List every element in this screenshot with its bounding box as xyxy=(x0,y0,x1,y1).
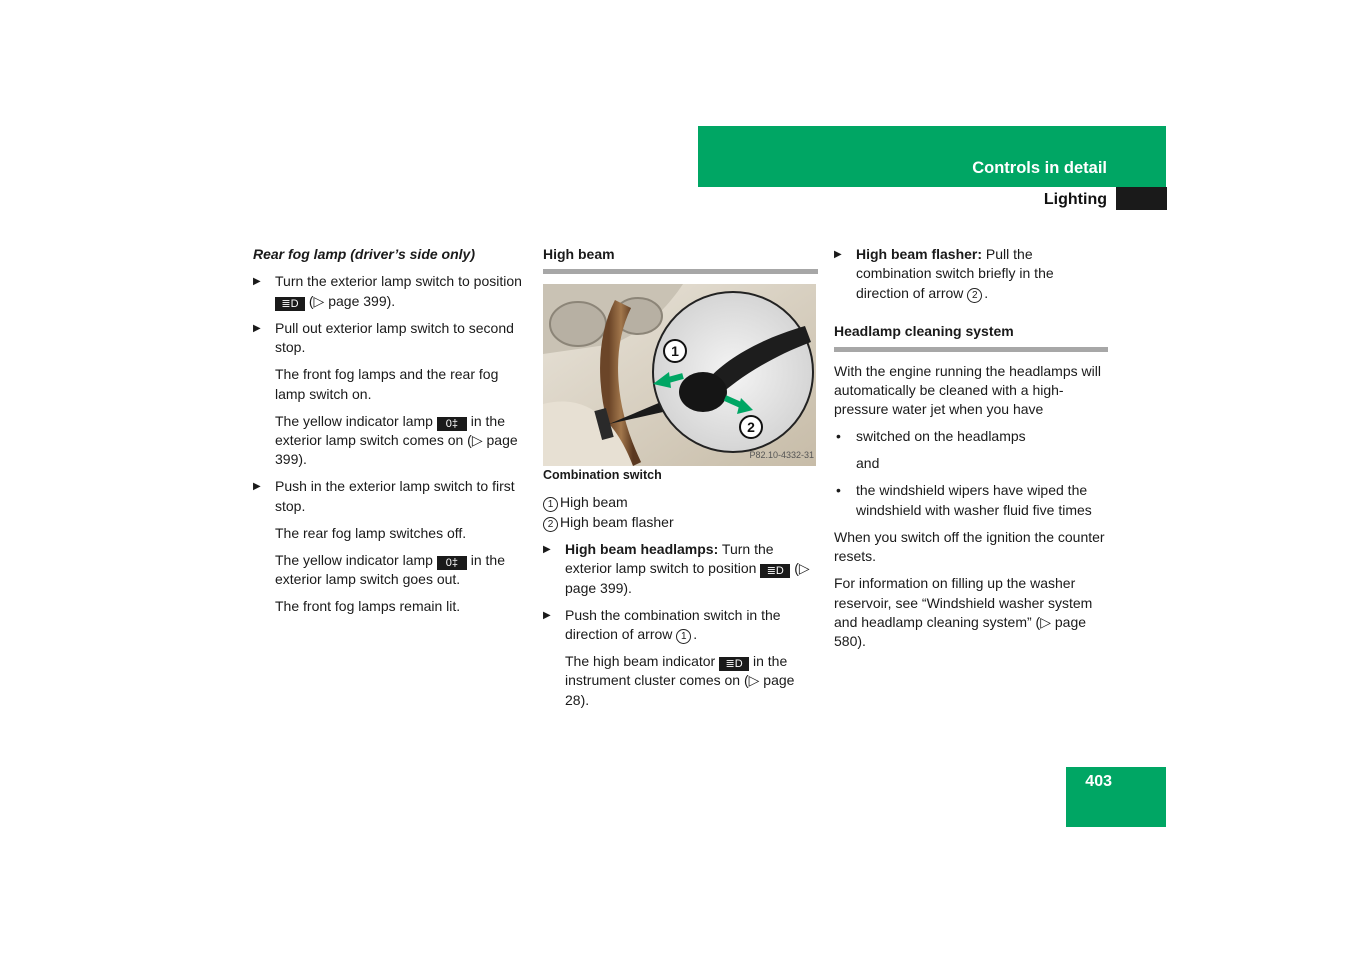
bullet-item: • switched on the headlamps xyxy=(834,427,1108,446)
body-text: With the engine running the headlamps will automatically be cleaned with a high-pressure water jet when you have xyxy=(834,362,1101,418)
legend-list xyxy=(543,493,818,532)
callout-number: 2 xyxy=(543,517,558,532)
bullet-item: • the windshield wipers have wiped the windshield with washer fluid five times xyxy=(834,481,1108,520)
result-text: The front fog lamps and the rear fog lamp switch on. xyxy=(275,366,499,402)
headlamp-cleaning-heading: Headlamp cleaning system xyxy=(834,322,1108,351)
body-text: For information on filling up the washer reservoir, see “Windshield washer system and headlamp cleaning system” (▷ page 580). xyxy=(834,575,1093,650)
callout-number: 2 xyxy=(967,288,982,303)
callout-number: 1 xyxy=(543,497,558,512)
instruction-step: ▶ Push in the exterior lamp switch to first stop. xyxy=(253,477,527,516)
combination-switch-photo xyxy=(543,284,816,466)
legend-item: High beam xyxy=(560,494,628,511)
conjunction-text: and xyxy=(856,455,880,472)
chapter-title: Controls in detail xyxy=(972,159,1107,177)
photo-caption: Combination switch xyxy=(543,468,662,483)
instruction-step: ▶ Pull out exterior lamp switch to second stop. xyxy=(253,319,527,358)
page-reference-link[interactable]: (▷ page 399). xyxy=(565,560,810,596)
combination-switch-illustration xyxy=(543,284,816,466)
rear-fog-lamp-heading: Rear fog lamp (driver’s side only) xyxy=(253,246,475,262)
result-text: The front fog lamps remain lit. xyxy=(275,598,461,615)
section-tab xyxy=(1116,187,1167,210)
rear-fog-lamp-icon: 0‡ xyxy=(437,417,467,431)
column-high-beam xyxy=(543,245,818,718)
result-text: The yellow indicator lamp 0‡ in the exterior lamp switch comes on (▷ page 399). xyxy=(275,412,518,468)
instruction-step: ▶ High beam flasher: Pull the combination switch briefly in the direction of arrow 2 . xyxy=(834,245,1108,303)
result-text: The yellow indicator lamp 0‡ in the exterior lamp switch goes out. xyxy=(275,551,505,588)
page-number: 403 xyxy=(1085,773,1112,790)
instruction-step: ▶ Push the combination switch in the direction of arrow 1 . xyxy=(543,606,818,645)
photo-callout-1: 1 xyxy=(671,343,679,360)
result-text: The high beam indicator ≣D in the instrument cluster comes on (▷ page 28). xyxy=(565,653,795,708)
rear-fog-lamp-icon: 0‡ xyxy=(437,556,467,570)
headlamp-symbol-icon: ≣D xyxy=(275,297,305,311)
instruction-step: ▶ Turn the exterior lamp switch to position ≣D (▷ page 399). xyxy=(253,272,527,311)
headlamp-symbol-icon: ≣D xyxy=(760,564,790,578)
body-text: When you switch off the ignition the counter resets. xyxy=(834,528,1105,565)
callout-number: 1 xyxy=(676,629,691,644)
column-headlamp-cleaning xyxy=(834,245,1108,659)
legend-item: High beam flasher xyxy=(560,513,674,530)
column-rear-fog-lamp xyxy=(253,245,527,624)
page-reference-link[interactable]: (▷ page 399). xyxy=(308,292,396,309)
section-title: Lighting xyxy=(1043,191,1107,208)
high-beam-heading: High beam xyxy=(543,245,818,274)
result-text: The rear fog lamp switches off. xyxy=(275,524,467,541)
high-beam-indicator-icon: ≣D xyxy=(719,657,749,671)
instruction-step: ▶ High beam headlamps: Turn the exterior lamp switch to position ≣D (▷ page 399). xyxy=(543,540,818,598)
image-reference-code: P82.10-4332-31 xyxy=(749,450,814,460)
photo-callout-2: 2 xyxy=(747,419,755,436)
